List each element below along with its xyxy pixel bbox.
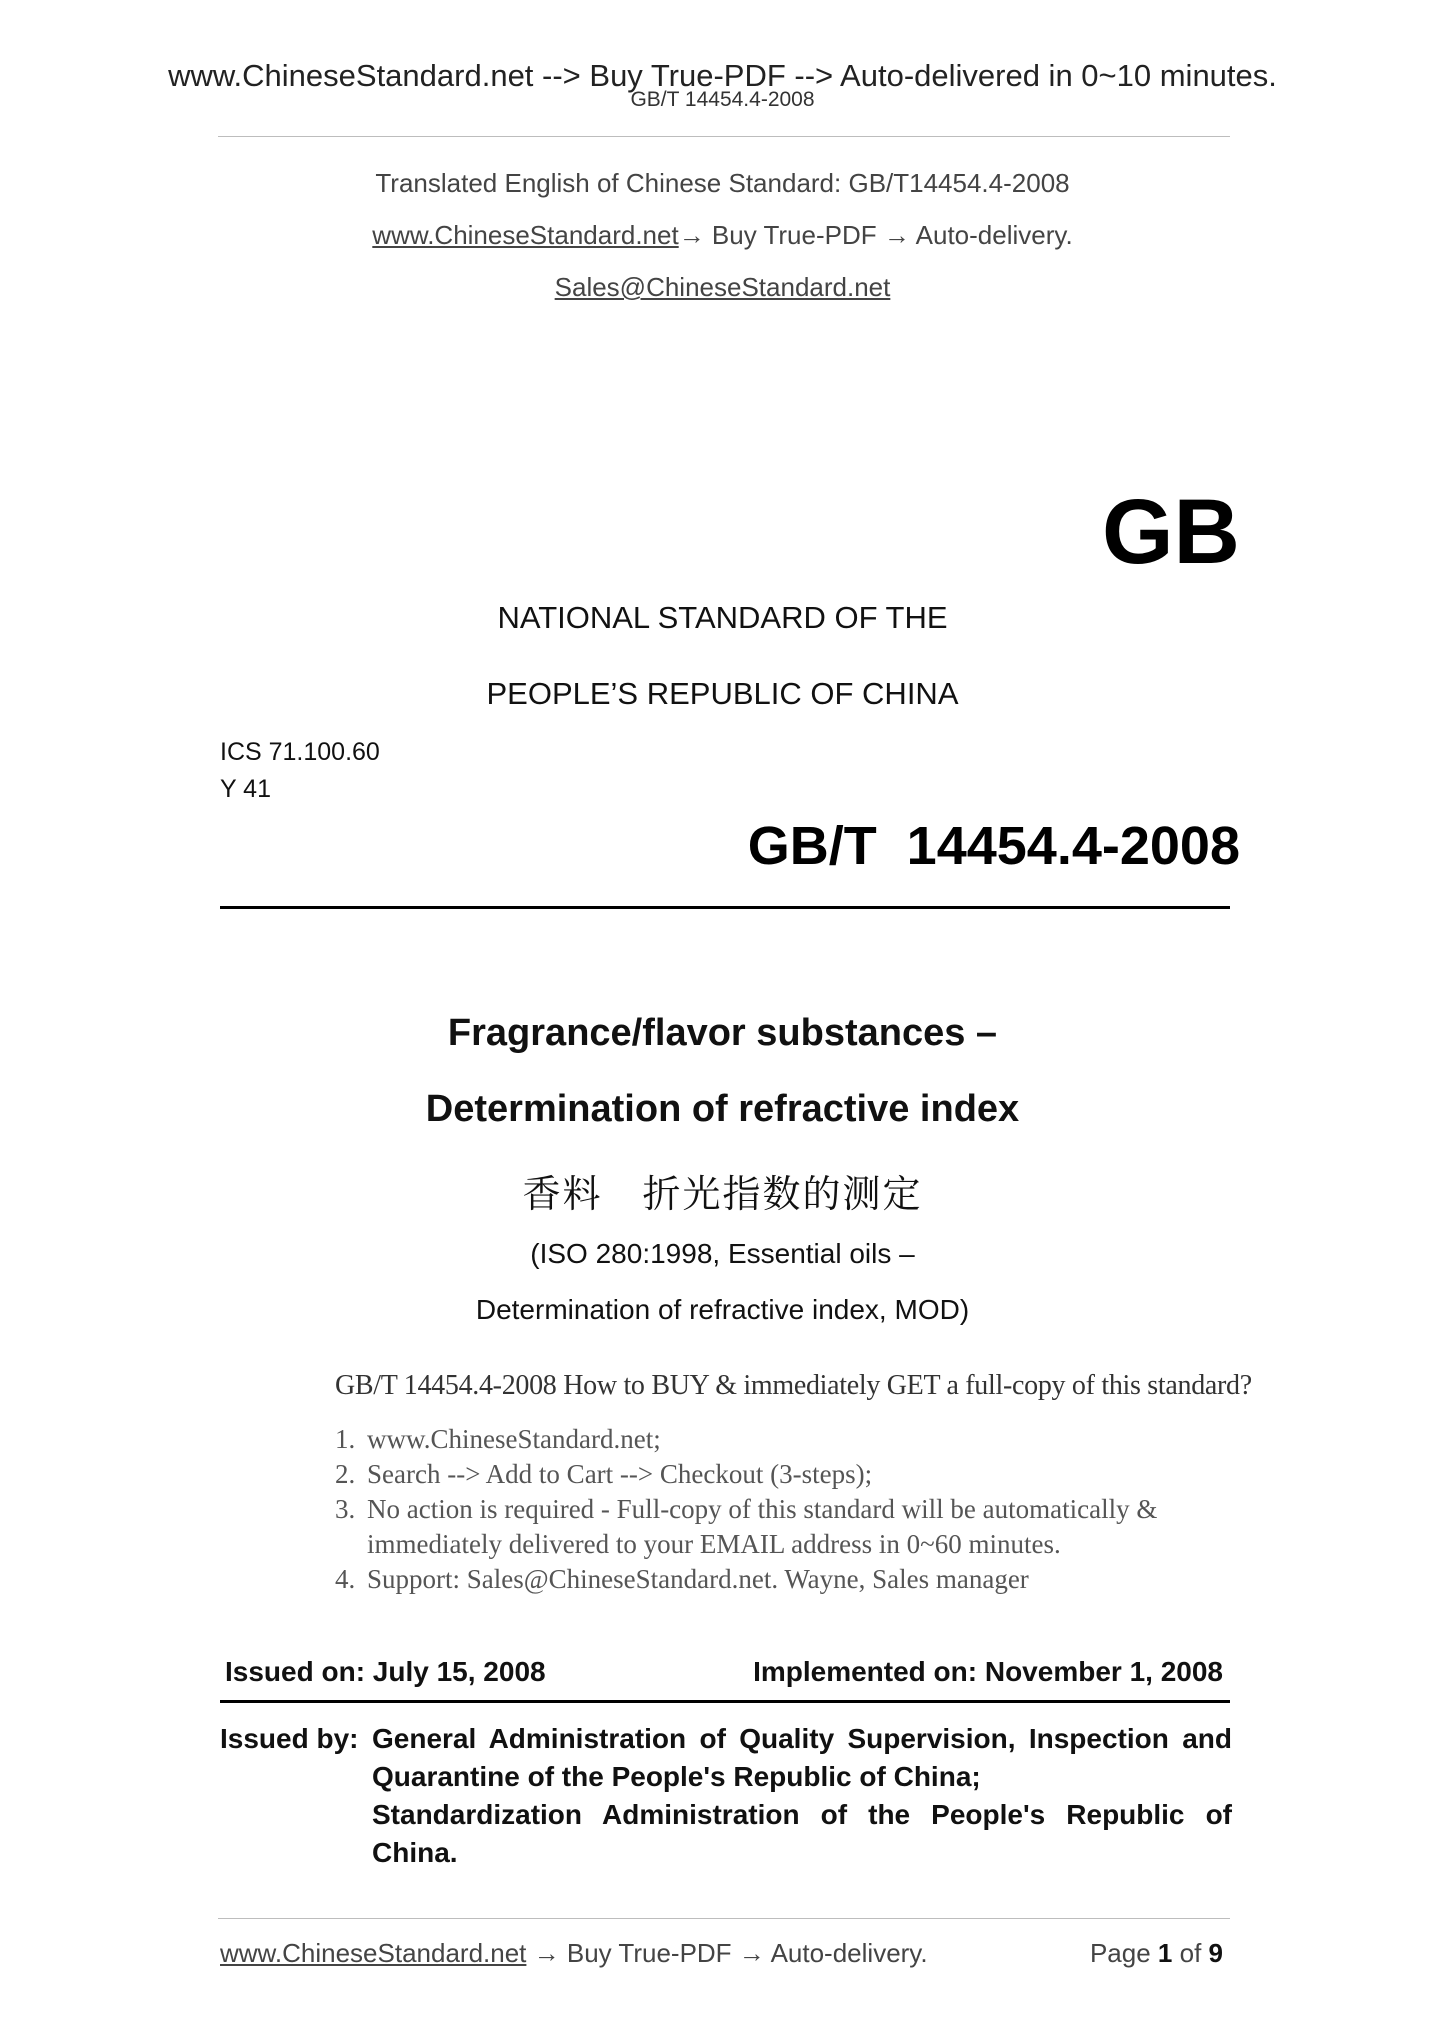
title-line-1: Fragrance/flavor substances –: [447, 1012, 998, 1054]
translation-title: Translated English of Chinese Standard: GB/T14454.4-2008: [375, 168, 1070, 198]
issued-by-block: [220, 1720, 1232, 1872]
buy-step: [335, 1527, 1295, 1562]
page-current: 1: [1157, 1938, 1173, 1968]
issuer-line-4: China.: [372, 1837, 458, 1868]
gb-mark: GB: [1102, 481, 1240, 583]
page-total: 9: [1208, 1938, 1223, 1968]
footer-links: [220, 1938, 928, 1969]
buy-step: [335, 1562, 1295, 1597]
buy-step: [335, 1492, 1295, 1527]
top-banner: www.ChineseStandard.net --> Buy True-PDF --> Auto-delivered in 0~10 minutes.: [168, 58, 1277, 93]
implemented-on: Implemented on: November 1, 2008: [753, 1656, 1223, 1687]
ics-code: ICS 71.100.60: [220, 738, 380, 766]
buy-step: [335, 1457, 1295, 1492]
links-rest: → Buy True-PDF → Auto-delivery.: [678, 220, 1073, 250]
step-text: Support: Sales@ChineseStandard.net. Wayne, Sales manager: [367, 1564, 1029, 1594]
page-of: of: [1172, 1938, 1209, 1968]
national-standard-line2: PEOPLE’S REPUBLIC OF CHINA: [486, 676, 959, 711]
issued-by-label: Issued by:: [220, 1723, 359, 1754]
footer-divider: [218, 1918, 1230, 1919]
step-number: 2.: [335, 1459, 356, 1489]
step-text: www.ChineseStandard.net;: [367, 1424, 661, 1454]
step-text: No action is required - Full-copy of this standard will be automatically &: [367, 1494, 1158, 1524]
title-line-2: Determination of refractive index: [425, 1088, 1020, 1130]
issued-on: Issued on: July 15, 2008: [225, 1656, 546, 1687]
step-text: immediately delivered to your EMAIL address in 0~60 minutes.: [367, 1529, 1061, 1559]
buy-steps: [335, 1422, 1295, 1597]
step-number: 4.: [335, 1564, 356, 1594]
classification-code: Y 41: [220, 775, 271, 803]
step-number: [335, 1527, 367, 1562]
site-link[interactable]: www.ChineseStandard.net: [372, 220, 679, 250]
sales-email-link[interactable]: [0, 272, 1445, 303]
dates-rule: [220, 1700, 1230, 1703]
buy-instructions: [335, 1370, 1295, 1597]
national-standard-line1: NATIONAL STANDARD OF THE: [497, 600, 948, 635]
cover-rule: [220, 906, 1230, 909]
standard-number-text: GB/T 14454.4-2008: [747, 816, 1240, 876]
step-text: Search --> Add to Cart --> Checkout (3-steps);: [367, 1459, 873, 1489]
standard-number: [748, 815, 1240, 877]
header-doc-code: GB/T 14454.4-2008: [630, 88, 815, 111]
footer-site-link[interactable]: www.ChineseStandard.net: [220, 1938, 527, 1968]
footer-rest: → Buy True-PDF → Auto-delivery.: [526, 1938, 928, 1968]
step-number: 1.: [335, 1424, 356, 1454]
issuer-line-2: Quarantine of the People's Republic of China;: [372, 1761, 981, 1792]
issuer-line-1: General Administration of Quality Supervision, Inspection and: [372, 1723, 1232, 1754]
translation-links: [0, 220, 1445, 251]
header-divider: [218, 136, 1230, 137]
page-indicator: [1090, 1938, 1223, 1969]
issuer-line-3: Standardization Administration of the People's Republic of: [372, 1799, 1232, 1830]
sales-email-text[interactable]: Sales@ChineseStandard.net: [554, 272, 891, 302]
buy-title: GB/T 14454.4-2008 How to BUY & immediately GET a full-copy of this standard?: [335, 1370, 1252, 1401]
iso-reference-line-2: Determination of refractive index, MOD): [475, 1294, 970, 1325]
step-number: 3.: [335, 1494, 356, 1524]
title-chinese: 香料 折光指数的测定: [522, 1174, 923, 1216]
iso-reference-line-1: (ISO 280:1998, Essential oils –: [530, 1238, 915, 1269]
buy-step: [335, 1422, 1295, 1457]
page-prefix: Page: [1089, 1938, 1158, 1968]
